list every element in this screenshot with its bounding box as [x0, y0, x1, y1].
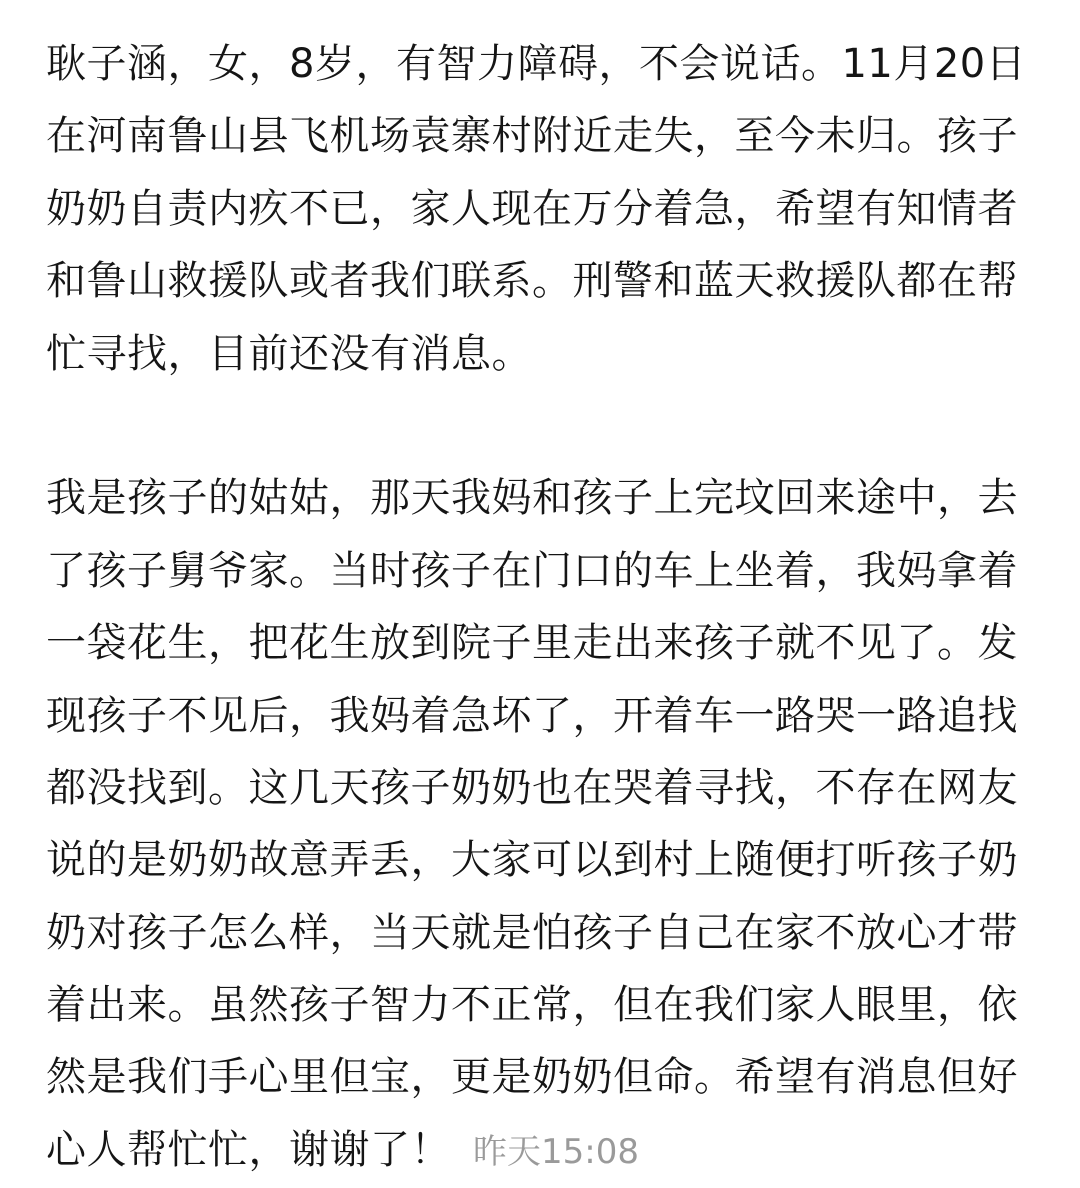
- paragraph-2: [46, 462, 1036, 1186]
- text-line: 说的是奶奶故意弄丢，大家可以到村上随便打听孩子奶: [46, 837, 1018, 884]
- text-line: 耿子涵，女，8岁，有智力障碍，不会说话。11月20日: [46, 41, 1027, 87]
- text-line: 了孩子舅爷家。当时孩子在门口的车上坐着，我妈拿着: [46, 547, 1018, 594]
- text-line: 忙寻找，目前还没有消息。: [46, 330, 532, 377]
- text-line: 着出来。虽然孩子智力不正常，但在我们家人眼里，依: [46, 982, 1018, 1029]
- post-timestamp: 昨天15:08: [473, 1131, 639, 1172]
- post-body: [46, 28, 1036, 1186]
- final-text-line: [46, 1114, 1036, 1186]
- text-line: 和鲁山救援队或者我们联系。刑警和蓝天救援队都在帮: [46, 258, 1018, 305]
- text-line: 都没找到。这几天孩子奶奶也在哭着寻找，不存在网友: [46, 764, 1018, 811]
- text-line: 奶对孩子怎么样，当天就是怕孩子自己在家不放心才带: [46, 909, 1018, 956]
- text-line: 奶奶自责内疚不已，家人现在万分着急，希望有知情者: [46, 185, 1018, 232]
- text-line: 我是孩子的姑姑，那天我妈和孩子上完坟回来途中，去: [46, 475, 1018, 522]
- text-line: 一袋花生，把花生放到院子里走出来孩子就不见了。发: [46, 620, 1018, 667]
- paragraph-1: [46, 28, 1036, 390]
- text-line: 在河南鲁山县飞机场袁寨村附近走失，至今未归。孩子: [46, 113, 1018, 160]
- text-line: 然是我们手心里但宝，更是奶奶但命。希望有消息但好: [46, 1054, 1018, 1101]
- text-line-end: 心人帮忙忙，谢谢了！: [46, 1126, 451, 1173]
- text-line: 现孩子不见后，我妈着急坏了，开着车一路哭一路追找: [46, 692, 1018, 739]
- paragraph-spacer: [46, 390, 1036, 462]
